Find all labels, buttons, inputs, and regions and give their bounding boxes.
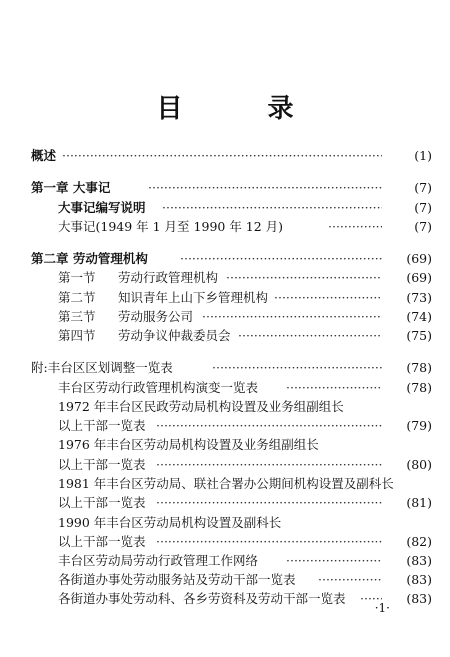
toc-page: (81) bbox=[406, 495, 432, 510]
toc-label: 以上干部一览表 bbox=[58, 418, 146, 433]
toc-entry-table-7[interactable] bbox=[0, 570, 450, 590]
toc-page: (83) bbox=[406, 553, 432, 568]
dot-leader bbox=[162, 198, 382, 218]
toc-entry-section-4[interactable] bbox=[0, 326, 450, 346]
toc-page: (78) bbox=[406, 380, 432, 395]
toc-label: 以上干部一览表 bbox=[58, 457, 146, 472]
toc-label: 各街道办事处劳动科、各乡劳资科及劳动干部一览表 bbox=[58, 591, 346, 606]
toc-entry-table-5-line-2[interactable] bbox=[0, 532, 450, 552]
toc-label: 概述 bbox=[31, 148, 57, 163]
page-number: ·1· bbox=[374, 601, 390, 615]
toc-page: (82) bbox=[406, 534, 432, 549]
toc-label: 大事记编写说明 bbox=[58, 200, 146, 215]
toc-label: 各街道办事处劳动服务站及劳动干部一览表 bbox=[58, 572, 296, 587]
toc-label: 1972 年丰台区民政劳动局机构设置及业务组副组长 bbox=[58, 399, 344, 414]
toc-page: (78) bbox=[406, 360, 432, 375]
dot-leader bbox=[212, 358, 382, 378]
toc-label: 丰台区劳动行政管理机构演变一览表 bbox=[58, 380, 259, 395]
toc-label: 以上干部一览表 bbox=[58, 495, 146, 510]
section-number: 第三节 bbox=[58, 309, 96, 324]
section-number: 第二节 bbox=[58, 290, 96, 305]
dot-leader bbox=[156, 532, 382, 552]
toc-entry-table-3-line-2[interactable] bbox=[0, 455, 450, 475]
toc-label: 劳动服务公司 bbox=[118, 309, 194, 324]
toc-label: 劳动行政管理机构 bbox=[118, 270, 219, 285]
toc-entry-table-1[interactable] bbox=[0, 378, 450, 398]
section-number: 第一节 bbox=[58, 270, 96, 285]
toc-page: (7) bbox=[414, 219, 432, 234]
dot-leader bbox=[286, 378, 382, 398]
dot-leader bbox=[226, 268, 382, 288]
page-title: 目 录 bbox=[156, 94, 332, 124]
toc-entry-table-5-line-1[interactable] bbox=[0, 513, 450, 533]
toc-entry-overview[interactable] bbox=[0, 146, 450, 166]
toc-entry-section-2[interactable] bbox=[0, 288, 450, 308]
toc-entry-table-4-line-1[interactable] bbox=[0, 474, 450, 494]
dot-leader bbox=[318, 570, 382, 590]
toc-entry-chronicle[interactable] bbox=[0, 217, 450, 237]
toc-label: 第一章 大事记 bbox=[31, 180, 111, 195]
toc-label: 以上干部一览表 bbox=[58, 534, 146, 549]
toc-entry-table-2-line-1[interactable] bbox=[0, 397, 450, 417]
toc-page: (74) bbox=[406, 309, 432, 324]
toc-label: 知识青年上山下乡管理机构 bbox=[118, 290, 269, 305]
toc-entry-table-3-line-1[interactable] bbox=[0, 435, 450, 455]
toc-page: (7) bbox=[414, 200, 432, 215]
toc-page: (79) bbox=[406, 418, 432, 433]
toc-entry-section-3[interactable] bbox=[0, 307, 450, 327]
toc-entry-chronicle-notes[interactable] bbox=[0, 198, 450, 218]
toc-label: 1990 年丰台区劳动局机构设置及副科长 bbox=[58, 515, 282, 530]
toc-entry-chapter-1[interactable] bbox=[0, 178, 450, 198]
toc-page: (69) bbox=[406, 251, 432, 266]
toc-page: (1) bbox=[414, 148, 432, 163]
section-number: 第四节 bbox=[58, 328, 96, 343]
toc-label: 劳动争议仲裁委员会 bbox=[118, 328, 231, 343]
dot-leader bbox=[156, 493, 382, 513]
toc-label: 丰台区劳动局劳动行政管理工作网络 bbox=[58, 553, 259, 568]
dot-leader bbox=[148, 178, 382, 198]
dot-leader bbox=[156, 455, 382, 475]
toc-entry-appendix[interactable] bbox=[0, 358, 450, 378]
toc-entry-table-2-line-2[interactable] bbox=[0, 416, 450, 436]
toc-label: 大事记(1949 年 1 月至 1990 年 12 月) bbox=[58, 219, 284, 234]
toc-label: 第二章 劳动管理机构 bbox=[31, 251, 148, 266]
toc-page: (69) bbox=[406, 270, 432, 285]
dot-leader bbox=[202, 307, 382, 327]
toc-entry-chapter-2[interactable] bbox=[0, 249, 450, 269]
dot-leader bbox=[328, 217, 382, 237]
toc-label: 1976 年丰台区劳动局机构设置及业务组副组长 bbox=[58, 437, 319, 452]
toc-page: (83) bbox=[406, 591, 432, 606]
dot-leader bbox=[180, 249, 382, 269]
toc-entry-table-4-line-2[interactable] bbox=[0, 493, 450, 513]
toc-page: (83) bbox=[406, 572, 432, 587]
toc-entry-table-6[interactable] bbox=[0, 551, 450, 571]
dot-leader bbox=[286, 551, 382, 571]
toc-label: 附:丰台区区划调整一览表 bbox=[31, 360, 173, 375]
dot-leader bbox=[156, 416, 382, 436]
toc-page: (73) bbox=[406, 290, 432, 305]
toc-label: 1981 年丰台区劳动局、联社合署办公期间机构设置及副科长 bbox=[58, 476, 394, 491]
toc-page: (80) bbox=[406, 457, 432, 472]
dot-leader bbox=[238, 326, 382, 346]
dot-leader bbox=[274, 288, 382, 308]
dot-leader bbox=[62, 146, 382, 166]
toc-entry-section-1[interactable] bbox=[0, 268, 450, 288]
toc-page: (7) bbox=[414, 180, 432, 195]
toc-page: (75) bbox=[406, 328, 432, 343]
